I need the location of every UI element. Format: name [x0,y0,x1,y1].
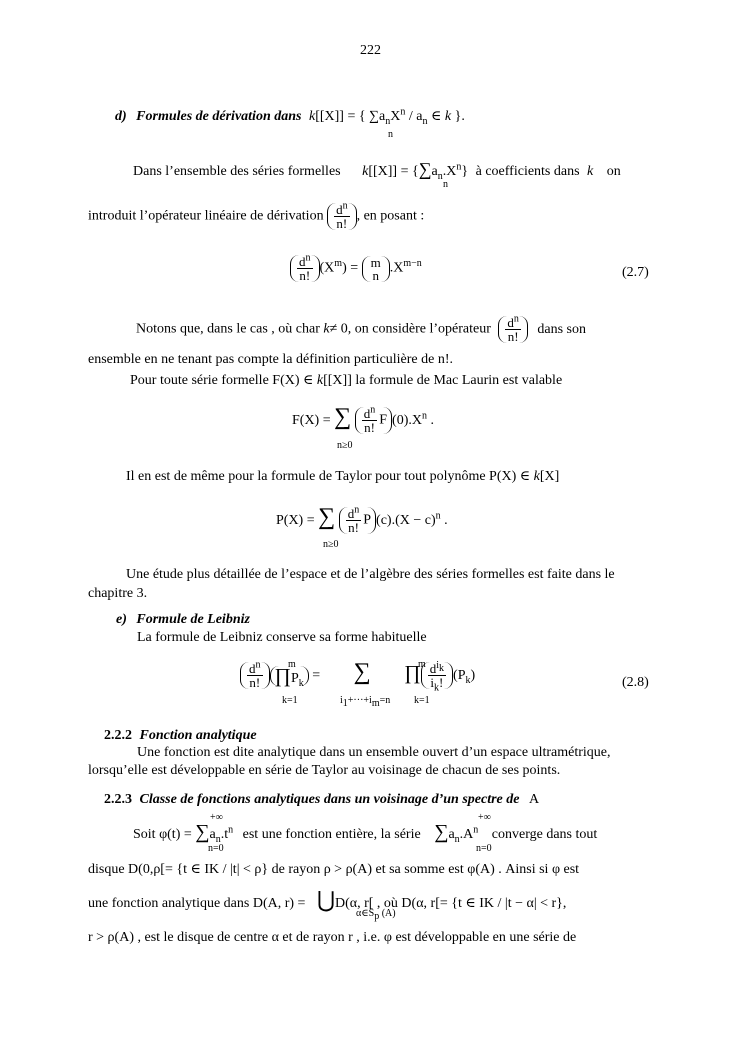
para3-text: Il en est de même pour la formule de Taylor pour tout polynôme P(X) ∈ [126,469,531,484]
derivation-operator-2: $\frac{d^n}{n!}$ [498,316,528,343]
line3-a: une fonction analytique dans D(A, r) = [88,896,306,911]
set-def-x: X [390,109,401,124]
para2-line3a: Pour toute série formelle F(X) ∈ [130,373,314,388]
phi-a: a [209,827,216,842]
sec-2-2-3-num: 2.2.3 [104,792,132,807]
equation-2-7: $\frac{d^n}{n!}$ $(X^m)$ = m n $.X^{m-n}$ [290,255,422,282]
eq-2-8-prod-bottom: k=1 [282,695,298,706]
sum-top-inf-2: +∞ [478,812,491,823]
taylor-sum-index: n≥0 [323,539,339,550]
sec-2-2-2-title: Fonction analytique [139,728,257,743]
para2-text1: Notons que, dans le cas , où char [136,321,320,337]
union-index-text: α∈S [356,908,375,919]
sum-index-n: n [388,129,393,140]
derivation-operator: $\frac{d^n}{n!}$ [327,203,357,230]
para1-line1 [133,159,621,182]
sec-2-2-2-line2: lorsqu’elle est développable en série de Taylor au voisinage de chacun de ses points. [88,763,561,778]
para1-text2: à coefficients dans [475,164,580,179]
sec-2-2-3-line3: une fonction analytique dans D(A, r) = ⋃D(α, r[ , où D(α, r[= {t ∈ IK / |t − α| < r}, [88,887,567,912]
series-set: $[[X]] = \{\sum a_n.X^n\}$ [368,159,469,182]
ring-symbol-6: k [316,373,324,388]
para2-line3b: [[X]] la formule de Mac Laurin est valable [323,373,563,388]
equation-2-8: $\frac{d^n}{n!}$ $\prod P_k$ = ∑ ∏ $\frac{d^{i_k}}{i_k!}$ $(P_k)$ [240,660,475,689]
section-d-label: d) [115,109,127,124]
converge-text: converge dans tout [491,827,598,842]
section-d-title: Formules de dérivation dans [136,109,302,124]
sum-index-n-2: n [443,179,448,190]
para4-line1: Une étude plus détaillée de l’espace et de l’algèbre des séries formelles est faite dans le [126,567,615,582]
eq-2-7-number: (2.7) [622,265,649,280]
sum-bottom-2: n=0 [476,843,492,854]
section-e-heading [116,613,250,627]
section-e-label: e) [116,612,127,627]
sec-2-2-2-num: 2.2.2 [104,728,132,743]
eq-2-8-prod-top: m [288,659,296,670]
ring-symbol-5: k [323,321,330,337]
para2-line2: ensemble en ne tenant pas compte la définition particulière de n!. [88,352,454,367]
set-def-end: }. [451,109,465,124]
phi-def: Soit φ(t) = [133,827,192,842]
eq-2-8-sum-index: $i_1+\cdot\cdot\cdot+i_m=n$ [340,695,391,709]
sec-2-2-3-line4: r > ρ(A) , est le disque de centre α et de rayon r , i.e. φ est développable en une série de [88,930,577,945]
section-e-text: La formule de Leibniz conserve sa forme habituelle [137,630,427,645]
para2-line1 [136,313,586,344]
ring-symbol-4: k [587,164,594,179]
sum-top-inf-1: +∞ [210,812,223,823]
sec-2-2-3-line1: Soit $\varphi(t) = \sum a_n.t^n$ est une fonction entière, la série $\sum a_n.A^n$ converge dans tout [133,821,598,845]
para1-text3: on [606,164,621,179]
taylor-rhs: (c).(X − c) [376,513,436,528]
ring-symbol-3: k [362,164,369,179]
phi-t: .t [220,827,229,842]
sum-bottom-1: n=0 [208,843,224,854]
para2-line3 [130,374,562,388]
ring-symbol-7: k [533,469,540,484]
page-number: 222 [360,43,381,58]
sec-2-2-3-title: Classe de fonctions analytiques dans un voisinage d’un spectre de [139,792,520,807]
para1-line2-text: introduit l’opérateur linéaire de dérivation [88,208,324,224]
maclaurin-sum-index: n≥0 [337,440,353,451]
sec-2-2-3-title-end: A [528,792,540,807]
set-def-in: ∈ [427,109,445,124]
para1-text1: Dans l’ensemble des séries formelles [133,164,341,179]
para4-line2: chapitre 3. [88,586,148,601]
set-def: [[X]] = { ∑a [315,109,386,124]
taylor-formula: P(X) = ∑ $\frac{d^n}{n!}$ P $(c).(X - c)^n$ . [276,504,448,536]
sec-2-2-2-line1: Une fonction est dite analytique dans un ensemble ouvert d’un espace ultramétrique, [137,745,611,760]
ring-symbol-2: k [444,109,452,124]
set-def-slash: / a [405,109,423,124]
eq-2-8-number: (2.8) [622,675,649,690]
para2-text3: dans son [537,321,586,337]
sec-2-2-2-heading [104,729,257,743]
sec-2-2-3-heading [104,793,539,807]
taylor-lhs: P(X) = [276,513,315,528]
ring-symbol: k [308,109,316,124]
para2-text2: ≠ 0, on considère l’opérateur [329,321,491,337]
para1-line2-end: , en posant : [356,208,425,224]
maclaurin-lhs: F(X) = [292,413,331,428]
eq-2-8-prod2-bottom: k=1 [414,695,430,706]
union-index: $\alpha\in S_p$ (A) [356,908,396,922]
line3-b: D(α, r[ , où D(α, r[= {t ∈ IK / |t − α| < r}, [335,896,567,911]
section-d-heading: d) Formules de dérivation dans k[[X]] = { $\sum a_nX^n / a_n$ ∈ k }. [115,106,465,127]
series-a: .A [459,827,474,842]
para3: Il en est de même pour la formule de Taylor pour tout polynôme P(X) ∈ k[X] [126,469,560,484]
section-e-title: Formule de Leibniz [136,612,250,627]
maclaurin-rhs: (0).X [392,413,422,428]
eq-2-8-prod2-top: m [418,659,426,670]
para1-line2 [88,200,425,231]
phi-text: est une fonction entière, la série [242,827,421,842]
sec-2-2-3-line2: disque D(0,ρ[= {t ∈ IK / |t| < ρ} de rayon ρ > ρ(A) et sa somme est φ(A) . Ainsi si φ est [88,862,580,877]
maclaurin-formula: F(X) = ∑ $\frac{d^n}{n!}$ F $(0).X^n$ . [292,404,434,436]
